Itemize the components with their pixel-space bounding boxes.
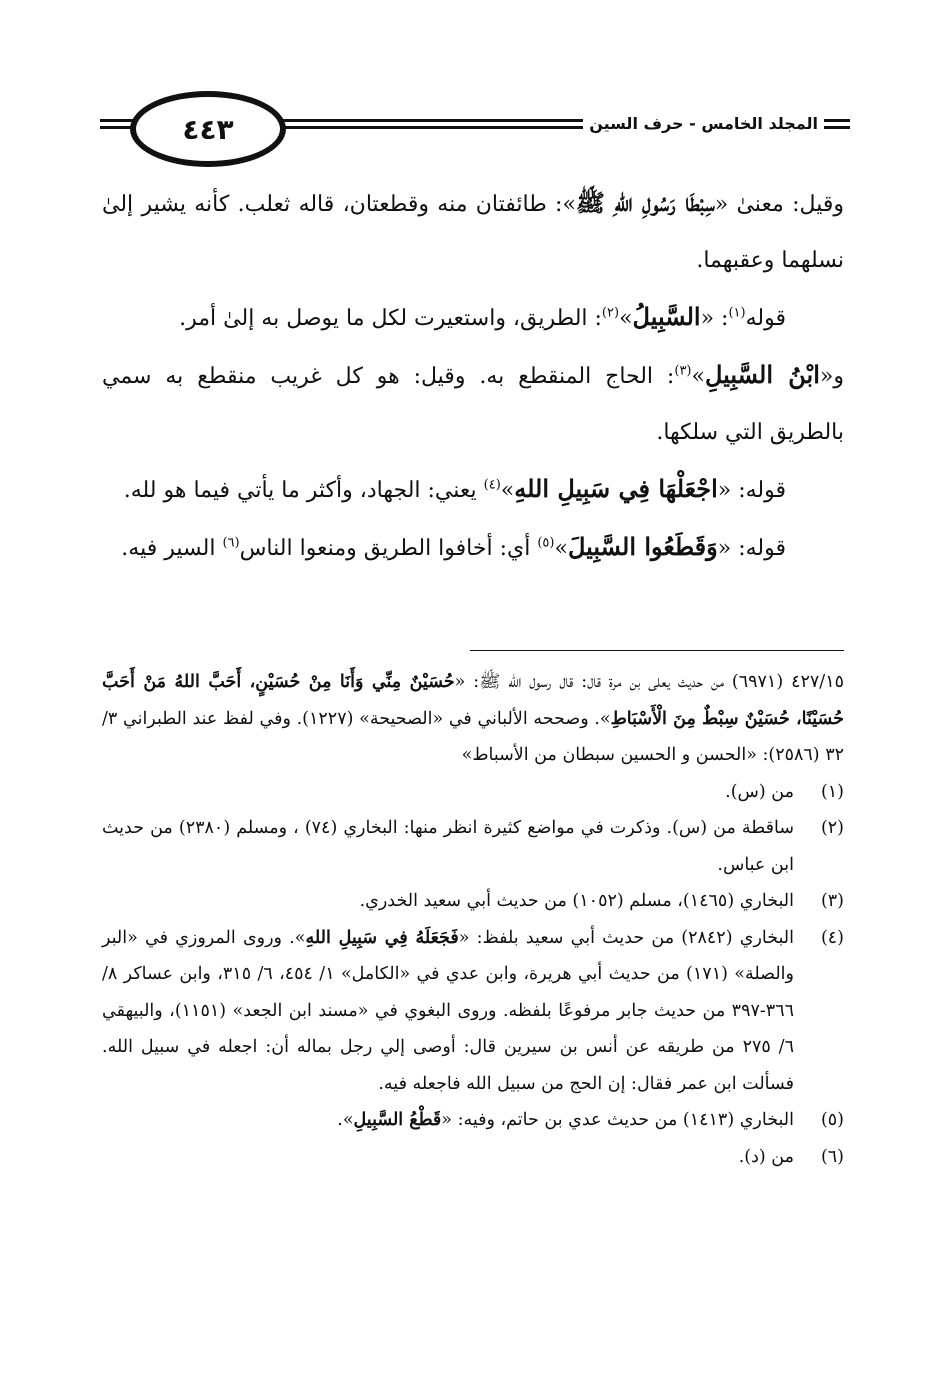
footnote-text: ساقطة من (س). وذكرت في مواضع كثيرة انظر منها: البخاري (٧٤) ، ومسلم (٢٣٨٠) من حديث ابن عباس.	[102, 818, 794, 875]
running-title: المجلد الخامس - حرف السين	[583, 114, 824, 133]
footnote-number: (١)	[820, 781, 844, 802]
footnote-number: (٢)	[820, 818, 844, 838]
footnote-text: من (د).	[738, 1146, 794, 1167]
footnote-marker: (٣)	[674, 363, 692, 379]
footnote-6	[102, 1139, 844, 1176]
footnote-5	[102, 1102, 844, 1139]
footnote-marker: (٥)	[537, 535, 555, 551]
footnotes	[102, 664, 844, 1175]
paragraph-3: و«ابْنُ السَّبِيلِ»$^{(٣)}$: الحاج المنقطع به. وقيل: هو كل غريب منقطع به سمي بالطريق التي سلكها.	[102, 360, 844, 445]
footnote-text: البخاري (٢٨٤٢) من حديث أبي سعيد بلفظ: «فَجَعَلَهُ فِي سَبِيلِ اللهِ». وروى المروزي في «البر والصلة» (١٧١) من حديث أبي هريرة، وابن عدي في «الكامل» ١/ ٤٥٤، ٦/ ٣١٥، وابن عساكر ٨/ ٣٦٦-٣٩٧ من حديث جابر مرفوعًا بلفظه. وروى البغوي في «مسند ابن الجعد» (١١٥١)، والبيهقي ٦/ ٢٧٥ من طريقه عن أنس بن سيرين قال: أوصى إلي رجل بماله أن: اجعله في سبيل الله. فسألت ابن عمر فقال: إن الحج من سبيل الله فاجعله فيه.	[102, 927, 794, 1094]
footnote-marker: (١)	[728, 305, 746, 321]
hadith-quote: قَطْعُ السَّبِيلِ	[353, 1110, 442, 1130]
main-text	[102, 175, 844, 577]
footnote-number: (٦)	[820, 1146, 844, 1167]
footnote-number: (٣)	[820, 891, 844, 911]
paragraph-4: قوله: «اجْعَلْهَا فِي سَبِيلِ اللهِ»$^{(٤)}$ يعني: الجهاد، وأكثر ما يأتي فيما هو لله.	[123, 474, 786, 503]
footnote-3	[102, 883, 844, 920]
quoted-term: ابْنُ السَّبِيلِ	[704, 360, 820, 389]
hadith-quote: فَجَعَلَهُ فِي سَبِيلِ اللهِ	[305, 927, 459, 948]
quoted-term: اجْعَلْهَا فِي سَبِيلِ اللهِ	[514, 474, 718, 503]
page-number-badge	[130, 91, 286, 167]
page-number: ٤٤٣	[182, 112, 234, 146]
paragraph-5: قوله: «وَقَطَعُوا السَّبِيلَ»$^{(٥)}$ أي: أخافوا الطريق ومنعوا الناس$^{(٦)}$ السير فيه.	[121, 532, 786, 561]
paragraph-2: قوله$^{(١)}$: «السَّبِيلُ»$^{(٢)}$: الطريق، واستعيرت لكل ما يوصل به إلىٰ أمر.	[179, 302, 786, 331]
footnote-marker: (٢)	[601, 305, 620, 321]
footnote-1	[102, 774, 844, 811]
footnote-marker: (٦)	[222, 535, 240, 551]
footnote-divider	[470, 650, 844, 651]
page-header	[100, 88, 850, 178]
footnote-text: البخاري (١٤١٣) من حديث عدي بن حاتم، وفيه: «قَطْعُ السَّبِيلِ».	[337, 1110, 794, 1130]
quoted-term: السَّبِيلُ	[632, 302, 701, 331]
footnote-marker: (٤)	[483, 477, 501, 493]
footnote-number: (٥)	[820, 1110, 844, 1130]
quoted-term: سِبْطَا رَسُولِ اللهِ ﷺ	[575, 188, 715, 217]
footnote-2	[102, 810, 844, 883]
footnote-text: من (س).	[725, 781, 794, 802]
footnote-number: (٤)	[820, 927, 844, 948]
paragraph-1: وقيل: معنىٰ «سِبْطَا رَسُولِ اللهِ ﷺ»: طائفتان منه وقطعتان، قاله ثعلب. كأنه يشير إلىٰ نسلهما وعقبهما.	[102, 188, 844, 273]
footnote-text: البخاري (١٤٦٥)، مسلم (١٠٥٢) من حديث أبي سعيد الخدري.	[359, 891, 794, 911]
hadith-quote: حُسَيْنٌ مِنِّي وَأَنَا مِنْ حُسَيْنٍ، أَحَبَّ اللهُ مَنْ أَحَبَّ حُسَيْنًا، حُسَيْنٌ سِبْطٌ مِنَ الْأَسْبَاطِ	[102, 672, 844, 729]
footnote-4	[102, 920, 844, 1103]
quoted-term: وَقَطَعُوا السَّبِيلَ	[567, 532, 718, 561]
footnote-continuation: ٤٢٧/١٥ (٦٩٧١) من حديث يعلى بن مرة قال: قال رسول الله ﷺ: «حُسَيْنٌ مِنِّي وَأَنَا مِنْ حُسَيْنٍ، أَحَبَّ اللهُ مَنْ أَحَبَّ حُسَيْنًا، حُسَيْنٌ سِبْطٌ مِنَ الْأَسْبَاطِ». وصححه الألباني في «الصحيحة» (١٢٢٧). وفي لفظ عند الطبراني ٣/ ٣٢ (٢٥٨٦): «الحسن و الحسين سبطان من الأسباط»	[102, 672, 845, 765]
